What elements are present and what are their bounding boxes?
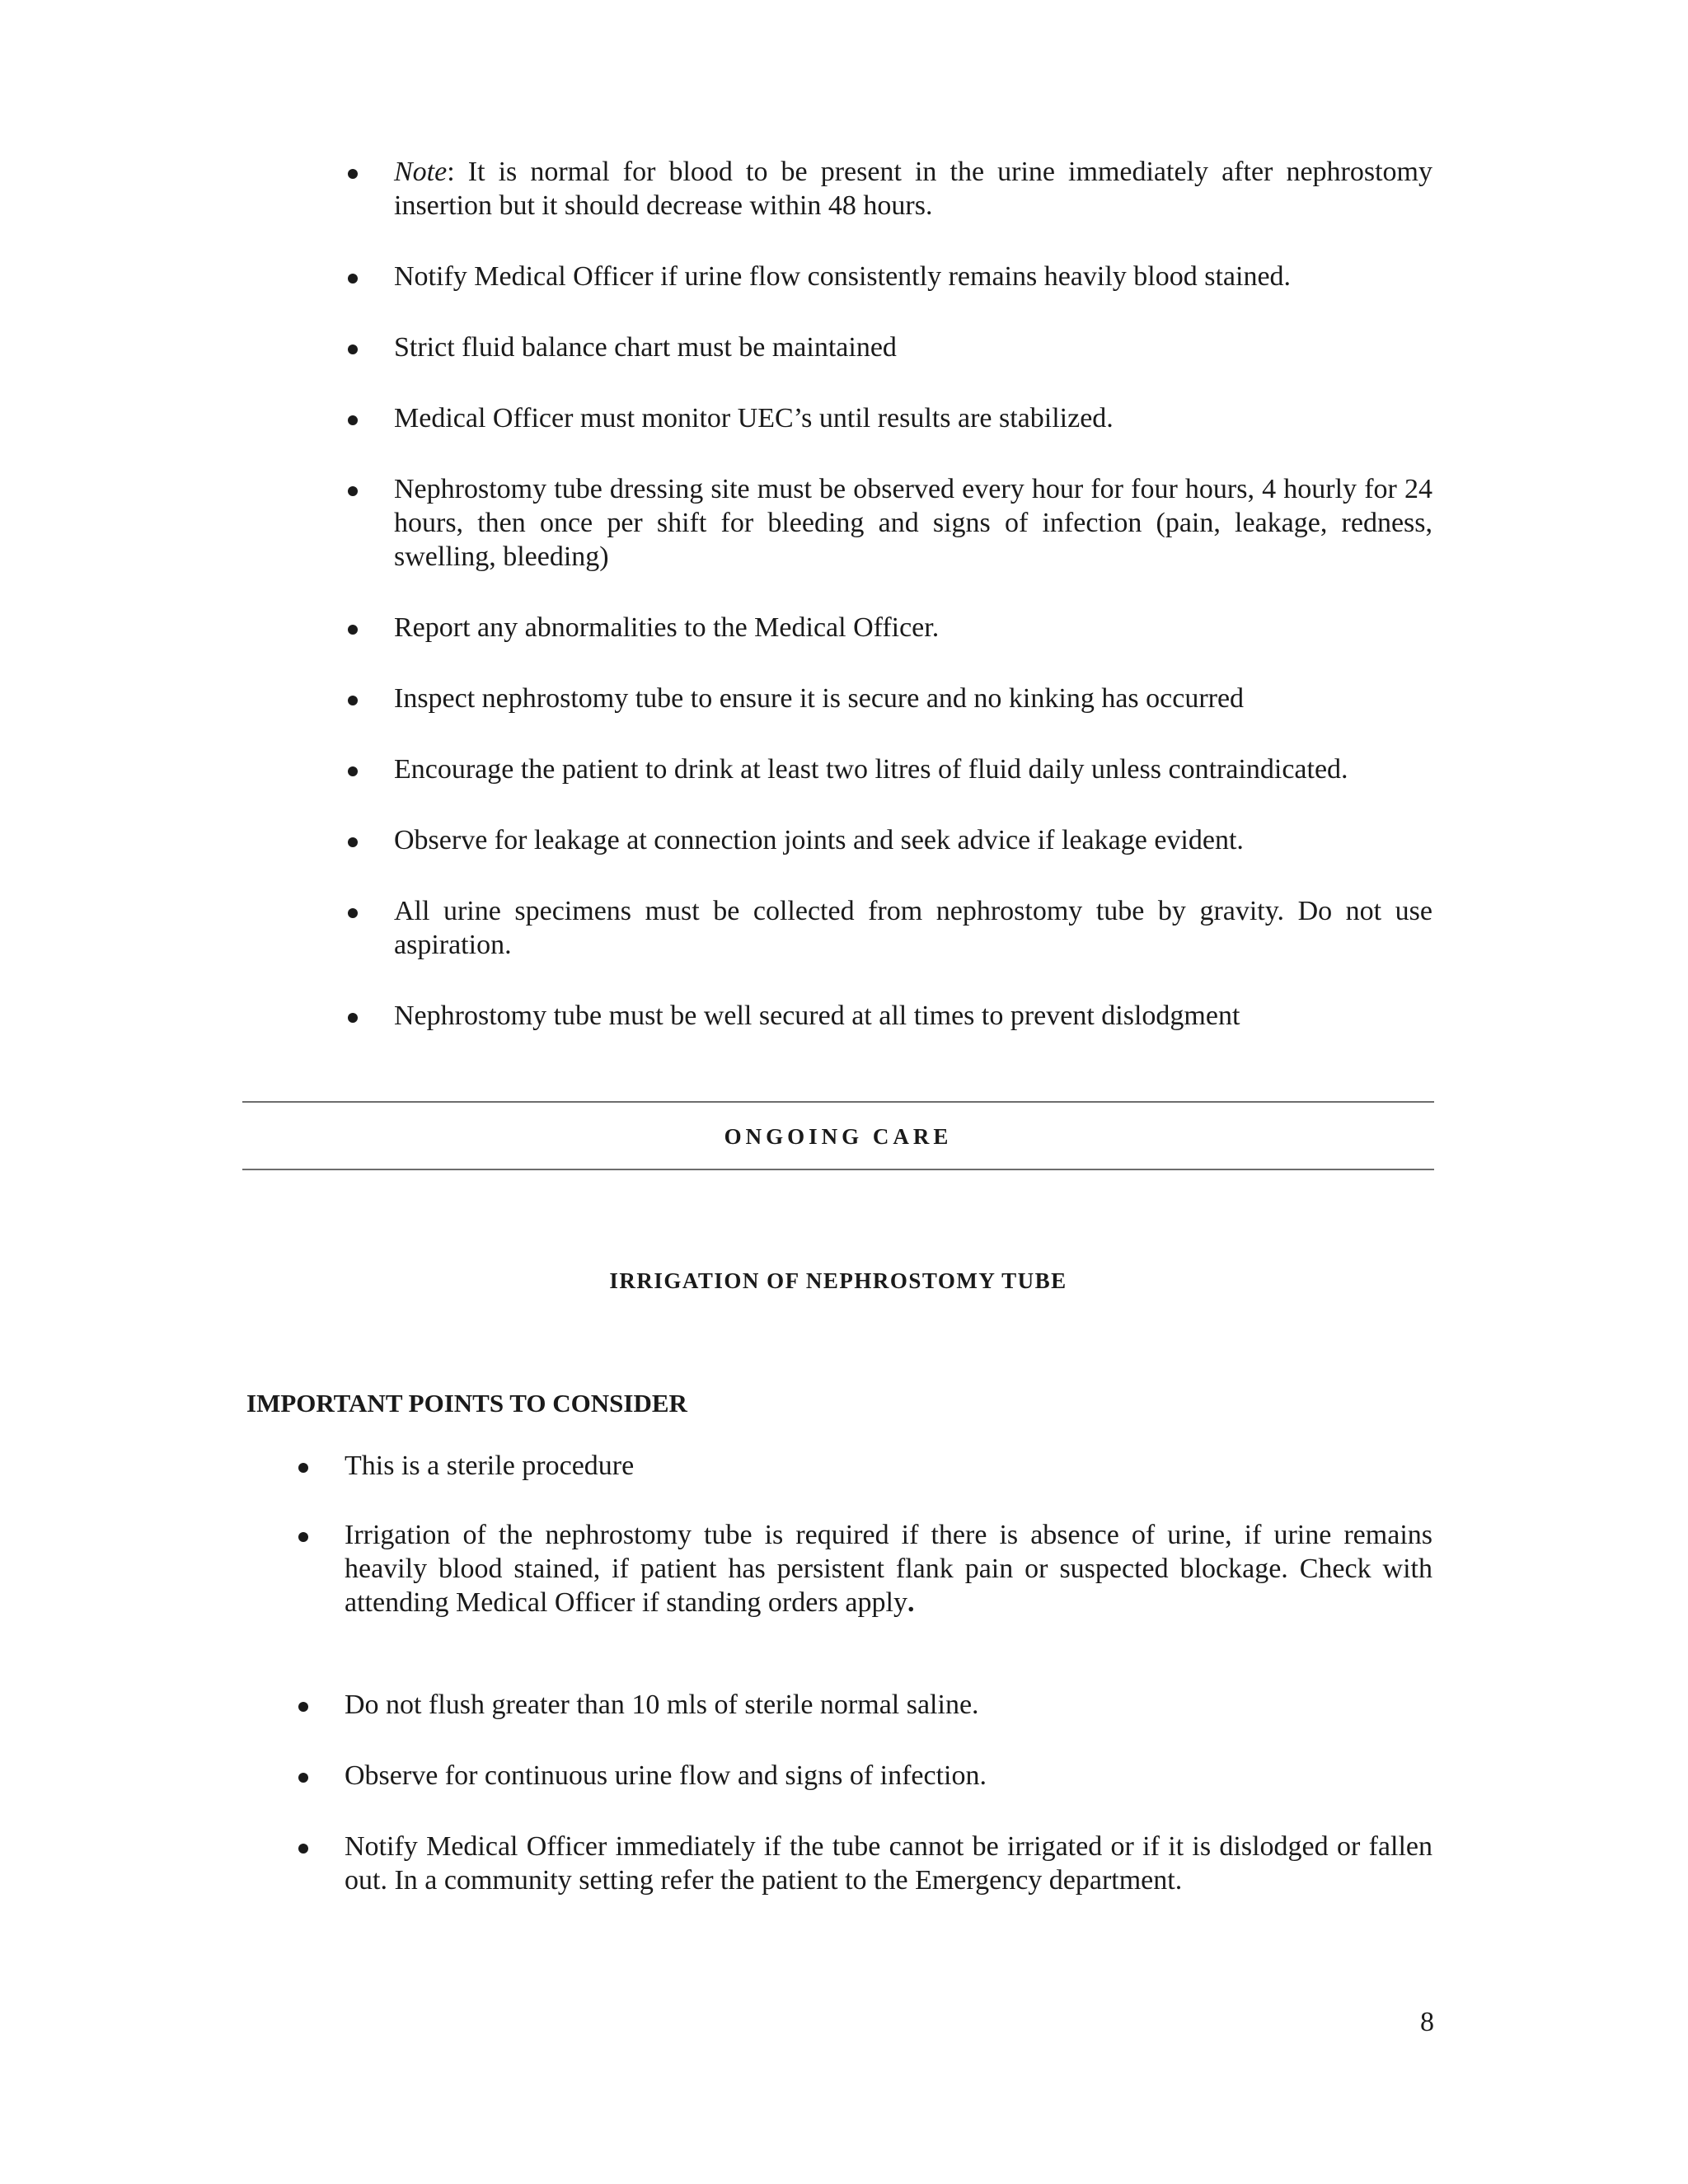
- list-item-text: Strict fluid balance chart must be maintained: [394, 332, 897, 363]
- bullet-icon: [298, 1532, 308, 1542]
- important-points-list: [345, 1449, 1432, 1897]
- list-item: [394, 682, 1432, 715]
- list-item-text: Medical Officer must monitor UEC’s until results are stabilized.: [394, 403, 1114, 434]
- list-item-text: Nephrostomy tube must be well secured at all times to prevent dislodgment: [394, 1001, 1240, 1031]
- list-item-text: This is a sterile procedure: [345, 1451, 635, 1481]
- list-item-text: Report any abnormalities to the Medical Officer.: [394, 612, 940, 643]
- bullet-icon: [348, 837, 358, 847]
- list-item-text: Notify Medical Officer if urine flow consistently remains heavily blood stained.: [394, 261, 1292, 292]
- bullet-icon: [348, 696, 358, 705]
- bullet-icon: [348, 344, 358, 354]
- bullet-icon: [348, 625, 358, 635]
- list-item: [394, 401, 1432, 435]
- section-heading: ONGOING CARE: [724, 1124, 953, 1149]
- section-divider-top: [242, 1101, 1434, 1103]
- list-item: [394, 260, 1432, 293]
- list-item: [394, 752, 1432, 786]
- list-item-suffix: .: [907, 1587, 915, 1618]
- bullet-icon: [348, 908, 358, 918]
- list-item: [345, 1830, 1432, 1897]
- note-label: Note: [394, 157, 448, 187]
- list-item: [345, 1449, 1432, 1483]
- list-item: [394, 611, 1432, 644]
- list-item: [394, 999, 1432, 1033]
- list-item-text: Irrigation of the nephrostomy tube is required if there is absence of urine, if urine remains heavily blood stained, if patient has persistent flank pain or suspected blockage. Check with attending Medical Officer if standing orders apply: [345, 1520, 1432, 1618]
- bullet-icon: [298, 1844, 308, 1854]
- list-item-text: Observe for leakage at connection joints and seek advice if leakage evident.: [394, 825, 1244, 855]
- bullet-icon: [348, 274, 358, 284]
- bullet-icon: [298, 1702, 308, 1712]
- list-item-text: Notify Medical Officer immediately if the tube cannot be irrigated or if it is dislodged or fallen out. In a community setting refer the patient to the Emergency department.: [345, 1831, 1432, 1896]
- bullet-icon: [348, 415, 358, 425]
- list-item: [394, 155, 1432, 223]
- subheading: IRRIGATION OF NEPHROSTOMY TUBE: [609, 1268, 1067, 1293]
- list-item-text: All urine specimens must be collected from nephrostomy tube by gravity. Do not use aspiration.: [394, 896, 1432, 960]
- points-heading: IMPORTANT POINTS TO CONSIDER: [246, 1389, 687, 1418]
- list-item-text: Nephrostomy tube dressing site must be observed every hour for four hours, 4 hourly for 24 hours, then once per shift for bleeding and signs of infection (pain, leakage, redness, swelling, bleeding): [394, 474, 1432, 572]
- bullet-icon: [348, 766, 358, 776]
- list-item: [394, 894, 1432, 962]
- page-number: 8: [1420, 2007, 1434, 2037]
- list-item: [394, 472, 1432, 574]
- list-item: [394, 823, 1432, 857]
- list-item-text: Inspect nephrostomy tube to ensure it is secure and no kinking has occurred: [394, 683, 1245, 714]
- bullet-icon: [348, 1013, 358, 1023]
- list-item-text: Encourage the patient to drink at least two litres of fluid daily unless contraindicated.: [394, 754, 1348, 785]
- list-item-text: : It is normal for blood to be present in the urine immediately after nephrostomy insertion but it should decrease within 48 hours.: [394, 157, 1432, 221]
- list-item: [345, 1688, 1432, 1722]
- bullet-icon: [348, 169, 358, 179]
- care-points-list: [394, 155, 1432, 1070]
- bullet-icon: [348, 486, 358, 496]
- list-item-text: Observe for continuous urine flow and signs of infection.: [345, 1760, 987, 1791]
- list-item: [394, 330, 1432, 364]
- bullet-icon: [298, 1463, 308, 1473]
- list-item: [345, 1518, 1432, 1619]
- list-item: [345, 1759, 1432, 1793]
- list-item-text: Do not flush greater than 10 mls of sterile normal saline.: [345, 1690, 979, 1720]
- section-divider-bottom: [242, 1169, 1434, 1170]
- bullet-icon: [298, 1773, 308, 1783]
